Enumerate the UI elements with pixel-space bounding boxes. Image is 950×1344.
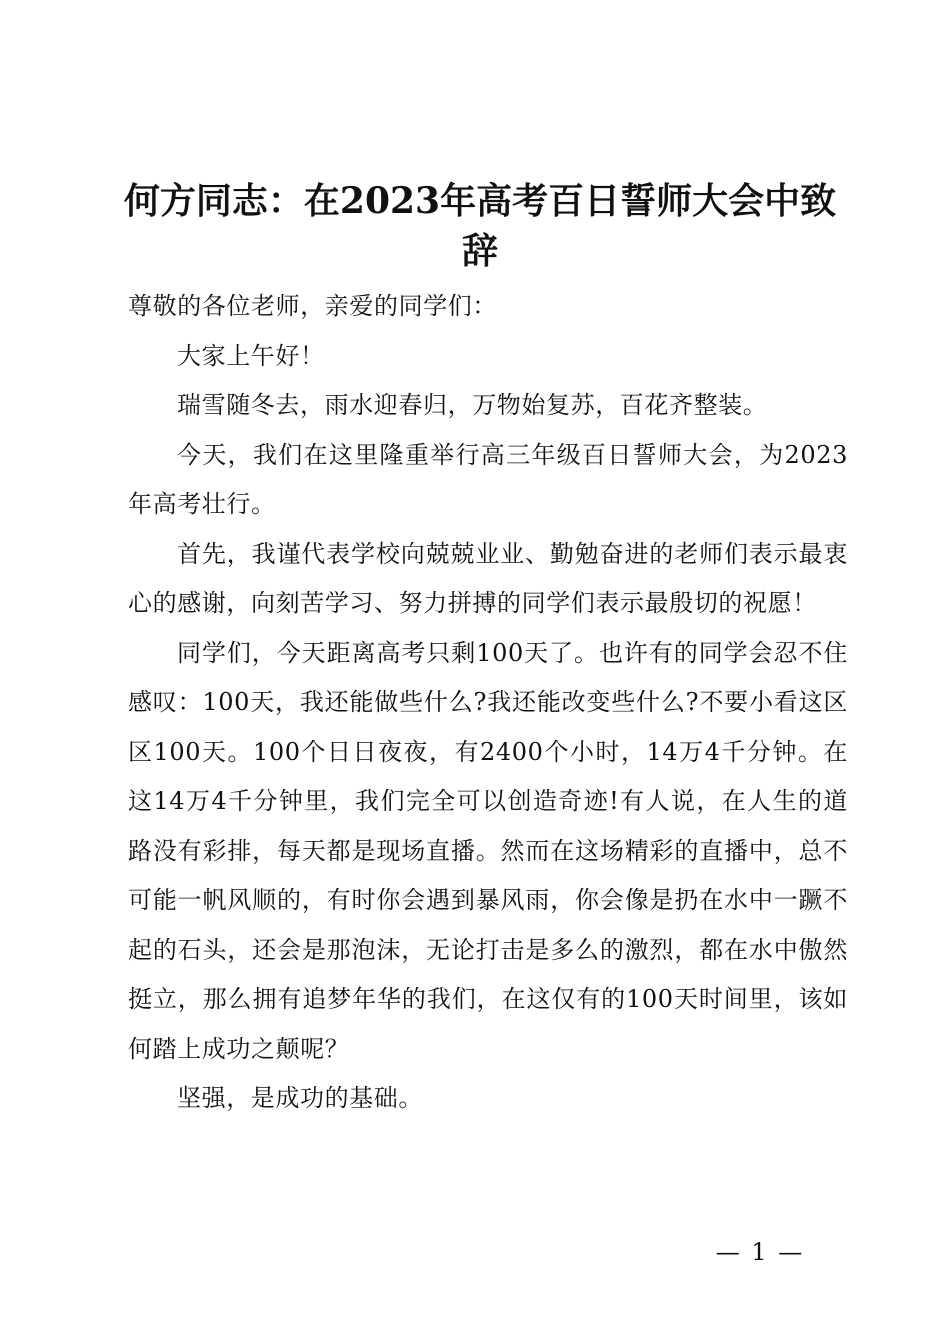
page-number: — 1 — xyxy=(715,1238,805,1266)
occasion-paragraph: 今天，我们在这里隆重举行高三年级百日誓师大会，为2023年高考壮行。 xyxy=(128,440,848,518)
document-title: 何方同志：在2023年高考百日誓师大会中致辞 xyxy=(123,180,837,272)
thanks-paragraph: 首先，我谨代表学校向兢兢业业、勤勉奋进的老师们表示最衷心的感谢，向刻苦学习、努力拼搏的同学们表示最殷切的祝愿！ xyxy=(128,539,848,617)
hundred-days-paragraph: 同学们，今天距离高考只剩100天了。也许有的同学会忍不住感叹：100天，我还能做些什么?我还能改变些什么?不要小看这区区100天。100个日日夜夜，有2400个小时，14万4千分钟。在这14万4千分钟里，我们完全可以创造奇迹!有人说，在人生的道路没有彩排，每天都是现场直播。然而在这场精彩的直播中，总不可能一帆风顺的，有时你会遇到暴风雨，你会像是扔在水中一蹶不起的石头，还会是那泡沫，无论打击是多么的激烈，都在水中傲然挺立，那么拥有追梦年华的我们，在这仅有的100天时间里，该如何踏上成功之颠呢？ xyxy=(128,638,848,1063)
strength-paragraph: 坚强，是成功的基础。 xyxy=(177,1084,423,1112)
opening-verse-paragraph: 瑞雪随冬去，雨水迎春归，万物始复苏，百花齐整装。 xyxy=(177,391,768,419)
greeting-paragraph: 大家上午好！ xyxy=(177,341,325,370)
document-body xyxy=(128,282,848,1124)
salutation-paragraph: 尊敬的各位老师，亲爱的同学们： xyxy=(128,292,497,320)
